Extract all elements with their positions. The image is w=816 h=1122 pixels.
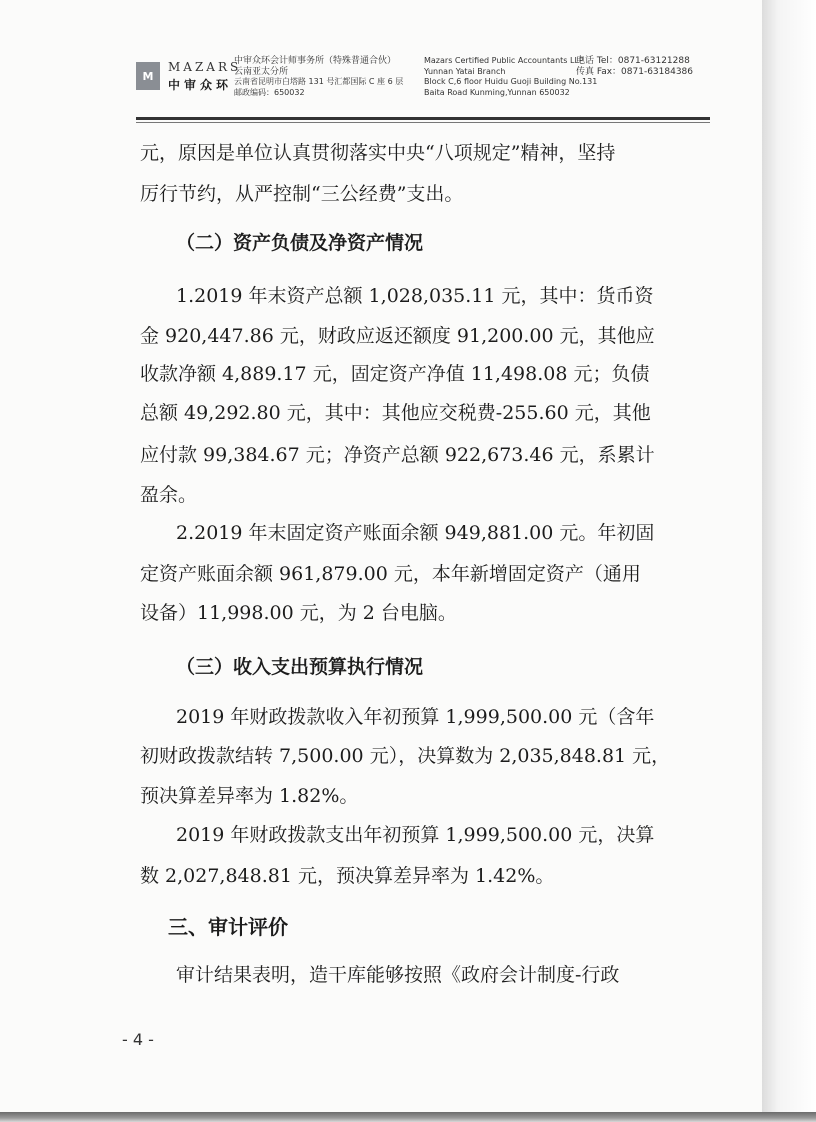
paragraph-line: 2019 年财政拨款支出年初预算 1,999,500.00 元，决算 (176, 824, 655, 846)
firm-name-en: Mazars Certified Public Accountants LLP (424, 56, 584, 65)
address-cn: 云南省昆明市白塔路 131 号汇都国际 C 座 6 层 (234, 77, 404, 86)
paragraph-line: 盈余。 (140, 484, 198, 506)
header-rule-thin (136, 122, 710, 123)
page-number: - 4 - (122, 1030, 154, 1049)
paragraph-line: 元，原因是单位认真贯彻落实中央“八项规定”精神，坚持 (140, 142, 616, 164)
paragraph-line: 初财政拨款结转 7,500.00 元），决算数为 2,035,848.81 元， (140, 745, 671, 767)
paragraph-line: 审计结果表明，造干库能够按照《政府会计制度-行政 (176, 964, 620, 986)
address-en-1: Block C,6 floor Huidu Guoji Building No.131 (424, 77, 598, 86)
section-heading-audit-evaluation: 三、审计评价 (168, 915, 288, 939)
address-en-2: Baita Road Kunming,Yunnan 650032 (424, 87, 570, 97)
mazars-logo-icon: M (136, 62, 160, 90)
paragraph-line: 数 2,027,848.81 元，预决算差异率为 1.42%。 (140, 865, 555, 887)
paragraph-line: 收款净额 4,889.17 元，固定资产净值 11,498.08 元；负债 (140, 363, 650, 385)
postcode-cn: 邮政编码：650032 (234, 87, 305, 97)
paragraph-line: 2019 年财政拨款收入年初预算 1,999,500.00 元（含年 (176, 706, 655, 728)
scan-bottom-edge (0, 1112, 816, 1122)
paragraph-line: 1.2019 年末资产总额 1,028,035.11 元，其中：货币资 (176, 285, 654, 307)
branch-name-cn: 云南亚太分所 (234, 66, 289, 77)
paragraph-line: 定资产账面余额 961,879.00 元，本年新增固定资产（通用 (140, 563, 641, 585)
logo-english: MAZARS (168, 60, 242, 74)
paragraph-line: 厉行节约，从严控制“三公经费”支出。 (140, 183, 464, 205)
header-contact (576, 56, 693, 77)
paragraph-line: 预决算差异率为 1.82%。 (140, 785, 359, 807)
logo-chinese: 中审众环 (168, 78, 233, 92)
section-heading-budget: （三）收入支出预算执行情况 (176, 656, 424, 678)
letterhead (136, 56, 756, 116)
paragraph-line: 2.2019 年末固定资产账面余额 949,881.00 元。年初固 (176, 522, 655, 544)
header-rule-thick (136, 117, 710, 120)
scan-right-edge (762, 0, 816, 1122)
paragraph-line: 设备）11,998.00 元，为 2 台电脑。 (140, 602, 457, 624)
paragraph-line: 应付款 99,384.67 元；净资产总额 922,673.46 元，系累计 (140, 444, 655, 466)
header-cn-info (234, 56, 403, 98)
paragraph-line: 金 920,447.86 元，财政应返还额度 91,200.00 元，其他应 (140, 325, 655, 347)
fax: 传真 Fax：0871-63184386 (576, 66, 694, 77)
paragraph-line: 总额 49,292.80 元，其中：其他应交税费-255.60 元，其他 (140, 402, 651, 424)
firm-name-cn: 中审众环会计师事务所（特殊普通合伙） (234, 56, 397, 66)
branch-name-en: Yunnan Yatai Branch (424, 66, 506, 76)
telephone: 电话 Tel：0871-63121288 (576, 56, 690, 66)
header-en-info (424, 56, 597, 98)
section-heading-assets: （二）资产负债及净资产情况 (176, 232, 424, 254)
